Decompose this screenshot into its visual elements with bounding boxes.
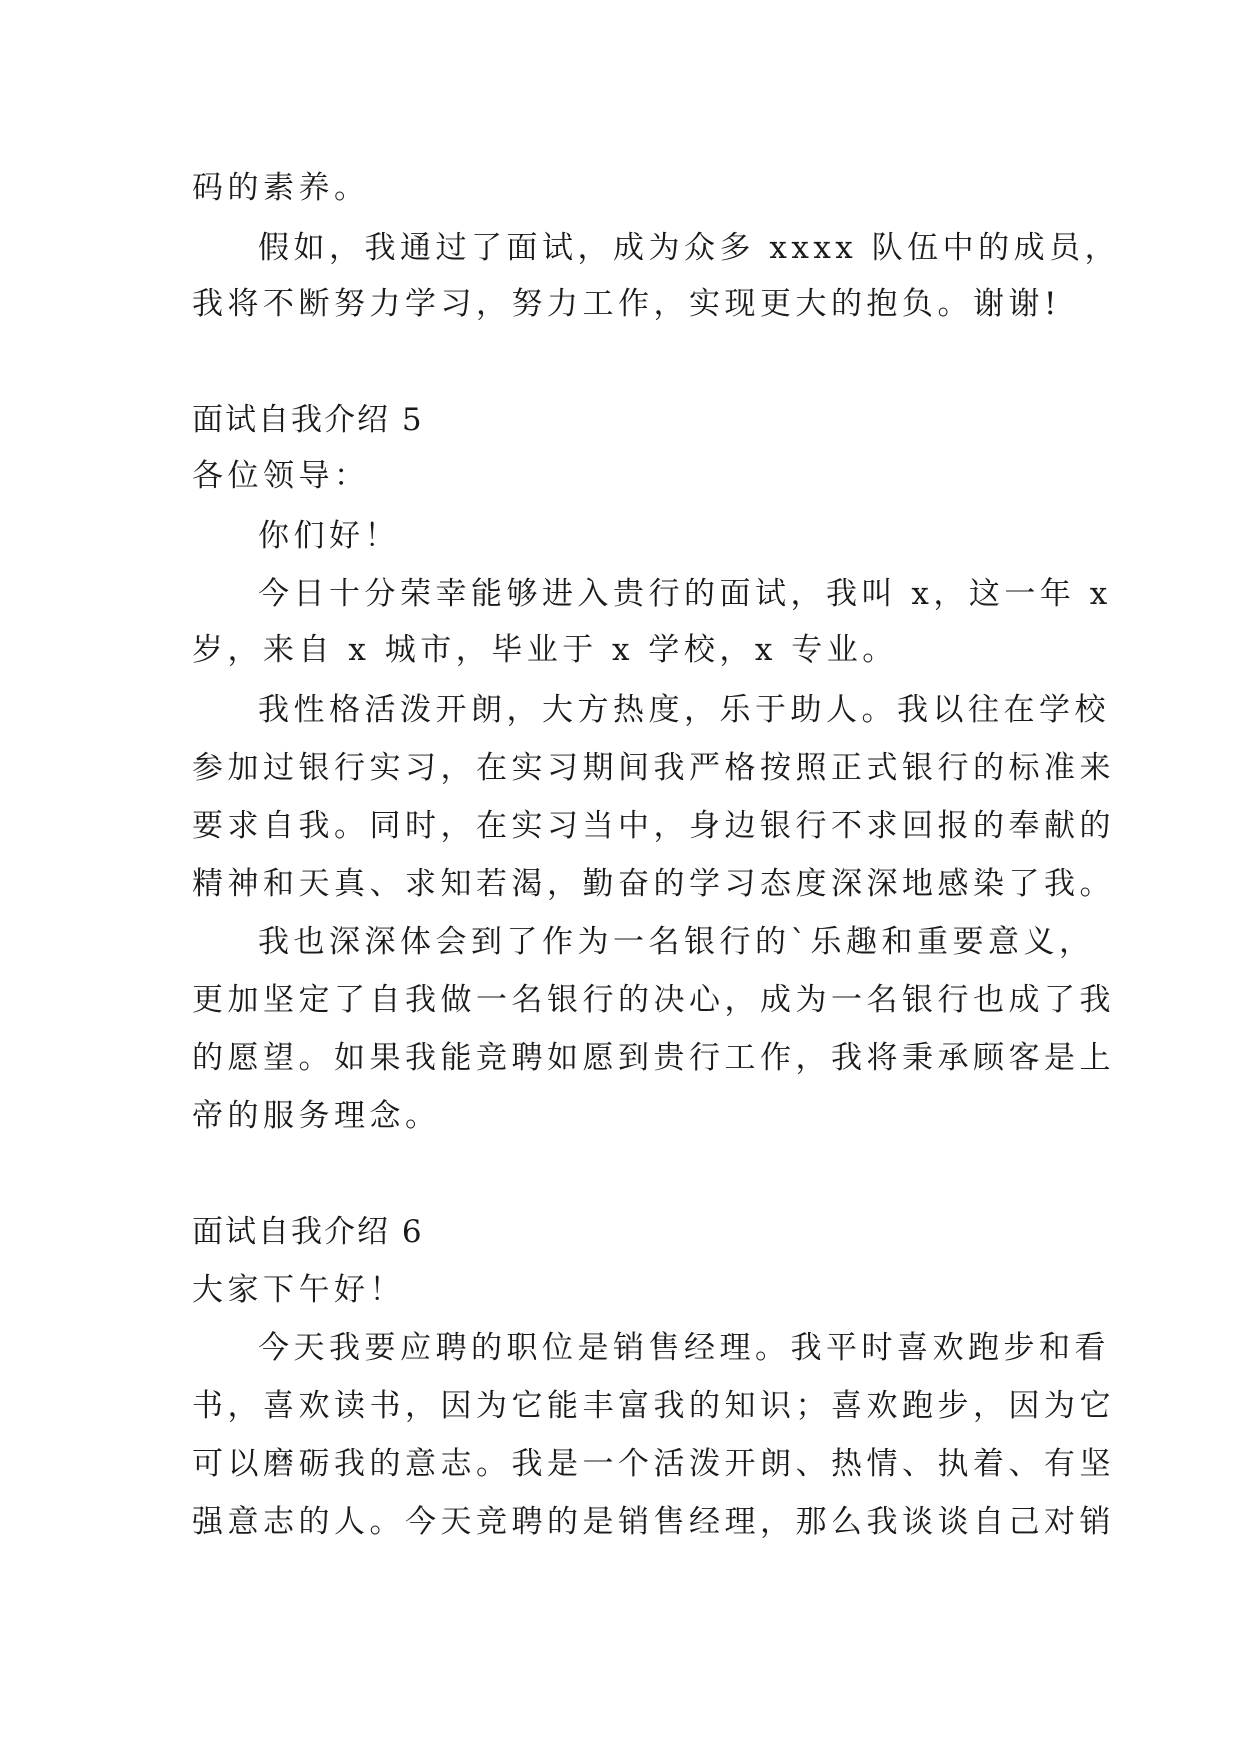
paragraph-line: 我性格活泼开朗，大方热度，乐于助人。我以往在学校 bbox=[258, 692, 1110, 728]
paragraph-line: 今日十分荣幸能够进入贵行的面试，我叫 x，这一年 x bbox=[258, 576, 1112, 612]
paragraph-line: 岁，来自 x 城市，毕业于 x 学校，x 专业。 bbox=[192, 632, 898, 668]
section-heading: 面试自我介绍 5 bbox=[192, 402, 424, 438]
paragraph-line: 我也深深体会到了作为一名银行的`乐趣和重要意义， bbox=[258, 924, 1095, 960]
section-heading: 面试自我介绍 6 bbox=[192, 1214, 424, 1250]
paragraph-line: 要求自我。同时，在实习当中，身边银行不求回报的奉献的 bbox=[192, 808, 1115, 844]
paragraph-line: 书，喜欢读书，因为它能丰富我的知识；喜欢跑步，因为它 bbox=[192, 1388, 1115, 1424]
paragraph-line: 假如，我通过了面试，成为众多 xxxx 队伍中的成员， bbox=[258, 230, 1121, 266]
paragraph-line: 可以磨砺我的意志。我是一个活泼开朗、热情、执着、有坚 bbox=[192, 1446, 1115, 1482]
greeting: 你们好！ bbox=[258, 518, 400, 554]
paragraph-line: 码的素养。 bbox=[192, 170, 370, 206]
paragraph-line: 的愿望。如果我能竞聘如愿到贵行工作，我将秉承顾客是上 bbox=[192, 1040, 1115, 1076]
salutation: 各位领导： bbox=[192, 458, 370, 494]
paragraph-line: 参加过银行实习，在实习期间我严格按照正式银行的标准来 bbox=[192, 750, 1115, 786]
paragraph-line: 强意志的人。今天竞聘的是销售经理，那么我谈谈自己对销 bbox=[192, 1504, 1115, 1540]
paragraph-line: 今天我要应聘的职位是销售经理。我平时喜欢跑步和看 bbox=[258, 1330, 1110, 1366]
greeting: 大家下午好！ bbox=[192, 1272, 405, 1308]
paragraph-line: 我将不断努力学习，努力工作，实现更大的抱负。谢谢! bbox=[192, 286, 1061, 322]
paragraph-line: 精神和天真、求知若渴，勤奋的学习态度深深地感染了我。 bbox=[192, 866, 1115, 902]
paragraph-line: 帝的服务理念。 bbox=[192, 1098, 441, 1134]
paragraph-line: 更加坚定了自我做一名银行的决心，成为一名银行也成了我 bbox=[192, 982, 1115, 1018]
